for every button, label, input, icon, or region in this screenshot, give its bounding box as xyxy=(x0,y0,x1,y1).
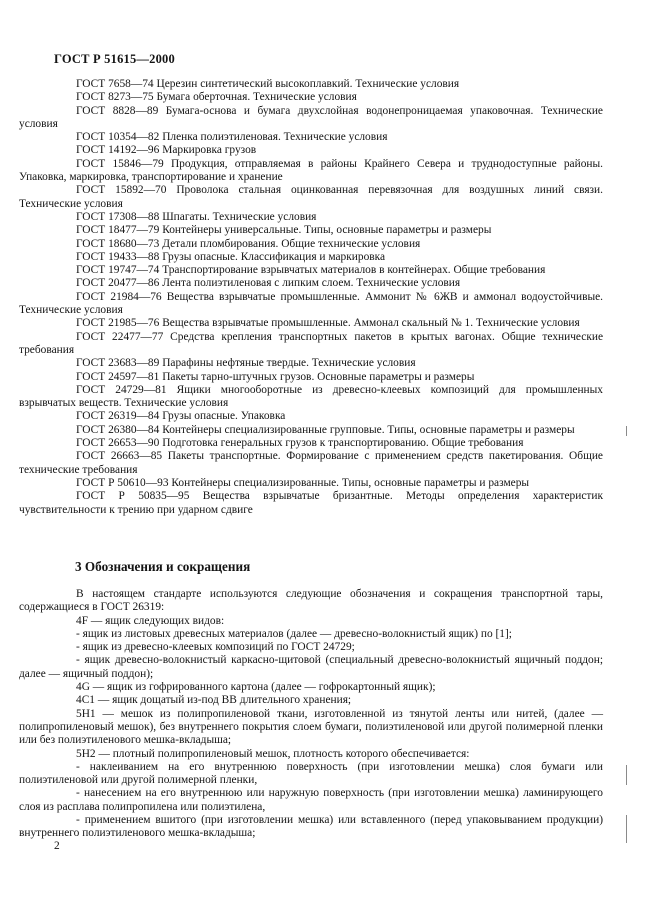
reference-title: Грузы опасные. Упаковка xyxy=(162,410,286,423)
reference-title: Лента полиэтиленовая с липким слоем. Технические условия xyxy=(162,277,461,290)
body-paragraph: В настоящем стандарте используются следующие обозначения и сокращения транспортной тары, содержащиеся в ГОСТ 26319: xyxy=(19,588,603,614)
reference-code: ГОСТ 18477—79 xyxy=(76,224,160,237)
section-title-text: Обозначения и сокращения xyxy=(84,559,251,574)
reference-title: Парафины нефтяные твердые. Технические условия xyxy=(162,357,416,370)
margin-scan-mark xyxy=(626,765,627,785)
reference-code: ГОСТ 10354—82 xyxy=(76,131,160,144)
reference-title: Бумага-основа и бумага двухслойная водонепроницаемая упаковочная. Технические условия xyxy=(19,104,603,130)
reference-item xyxy=(19,238,603,251)
reference-title: Шпагаты. Технические условия xyxy=(162,210,317,223)
reference-item xyxy=(19,291,603,318)
reference-item xyxy=(19,91,603,104)
body-paragraph: 4G — ящик из гофрированного картона (далее — гофрокартонный ящик); xyxy=(76,681,436,694)
reference-code: ГОСТ Р 50610—93 xyxy=(76,476,169,489)
reference-item xyxy=(19,78,603,91)
reference-title: Продукция, отправляемая в районы Крайнего Севера и труднодоступные районы. Упаковка, маркировка, транспортирование и хранение xyxy=(19,157,603,184)
reference-code: ГОСТ 19433—88 xyxy=(76,250,160,263)
reference-code: ГОСТ 15892—70 xyxy=(76,184,167,197)
reference-item xyxy=(19,184,603,211)
body-paragraph: - ящик из листовых древесных материалов (далее — древесно-волокнистый ящик) по [1]; xyxy=(76,627,512,640)
reference-code: ГОСТ 26380—84 xyxy=(76,423,160,436)
body-paragraph: - ящик из древесно-клеевых композиций по ГОСТ 24729; xyxy=(76,641,355,654)
reference-title: Грузы опасные. Классификация и маркировка xyxy=(162,250,386,263)
reference-code: ГОСТ 26653—90 xyxy=(76,437,160,450)
reference-item xyxy=(19,384,603,411)
reference-item xyxy=(19,105,603,132)
reference-item xyxy=(19,224,603,237)
reference-title: Церезин синтетический высокоплавкий. Технические условия xyxy=(156,78,460,90)
reference-item xyxy=(19,158,603,185)
reference-code: ГОСТ 21985—76 xyxy=(76,317,160,330)
reference-code: ГОСТ 20477—86 xyxy=(76,277,160,290)
reference-code: ГОСТ 24729—81 xyxy=(76,383,167,396)
reference-title: Контейнеры специализированные групповые. Типы, основные параметры и размеры xyxy=(162,423,575,436)
reference-title: Вещества взрывчатые бризантные. Методы определения характеристик чувствительности к трению при ударном сдвиге xyxy=(19,490,603,516)
reference-code: ГОСТ 15846—79 xyxy=(76,157,164,170)
reference-item xyxy=(19,410,603,423)
normative-references-list xyxy=(19,78,603,517)
section-body xyxy=(19,588,603,841)
reference-item xyxy=(19,424,603,437)
margin-scan-mark xyxy=(626,815,627,843)
reference-title: Детали пломбирования. Общие технические условия xyxy=(162,237,421,250)
reference-code: ГОСТ 22477—77 xyxy=(76,330,164,343)
reference-item xyxy=(19,317,603,330)
reference-title: Пакеты транспортные. Формирование с применением средств пакетирования. Общие технические требования xyxy=(19,450,603,476)
reference-code: ГОСТ 23683—89 xyxy=(76,357,160,370)
reference-item xyxy=(19,131,603,144)
reference-title: Контейнеры универсальные. Типы, основные параметры и размеры xyxy=(162,224,492,237)
reference-code: ГОСТ 8273—75 xyxy=(76,91,154,104)
reference-code: ГОСТ 17308—88 xyxy=(76,210,160,223)
reference-item xyxy=(19,357,603,370)
reference-item xyxy=(19,264,603,277)
reference-item xyxy=(19,211,603,224)
reference-code: ГОСТ 18680—73 xyxy=(76,237,160,250)
reference-code: ГОСТ 19747—74 xyxy=(76,264,160,277)
reference-item xyxy=(19,450,603,477)
body-paragraph: - ящик древесно-волокнистый каркасно-щитовой (специальный древесно-волокнистый ящичный поддон; далее — ящичный поддон); xyxy=(19,654,603,680)
reference-item xyxy=(19,144,603,157)
reference-item xyxy=(19,477,603,490)
reference-title: Проволока стальная оцинкованная перевязочная для воздушных линий связи. Технические условия xyxy=(19,184,604,210)
reference-code: ГОСТ Р 50835—95 xyxy=(76,490,190,503)
section-heading xyxy=(75,559,250,575)
reference-code: ГОСТ 26319—84 xyxy=(76,410,160,423)
body-paragraph: 5H1 — мешок из полипропиленовой ткани, изготовленной из тянутой ленты или нитей, (далее — полипропиленовый мешок), без внутреннего покрытия слоем бумаги, полиэтиленовой или другой полимерной пленки или без полиэтиленового мешка-вкладыша; xyxy=(19,707,603,747)
reference-title: Пакеты тарно-штучных грузов. Основные параметры и размеры xyxy=(162,370,475,383)
reference-title: Вещества взрывчатые промышленные. Аммонал скальный № 1. Технические условия xyxy=(162,317,580,330)
body-paragraph: - применением вшитого (при изготовлении мешка) или вставленного (перед упаковыванием продукции) внутреннего полиэтиленового мешка-вкладыша; xyxy=(19,814,603,840)
reference-title: Ящики многооборотные из древесно-клеевых композиций для промышленных взрывчатых веществ. Технические условия xyxy=(19,383,603,410)
section-number: 3 xyxy=(75,559,82,574)
reference-title: Маркировка грузов xyxy=(162,144,257,157)
reference-title: Пленка полиэтиленовая. Технические условия xyxy=(162,131,388,144)
body-paragraph: 4C1 — ящик дощатый из-под ВВ длительного хранения; xyxy=(76,694,352,707)
reference-code: ГОСТ 8828—89 xyxy=(76,104,159,117)
reference-item xyxy=(19,251,603,264)
reference-title: Средства крепления транспортных пакетов в крытых вагонах. Общие технические требования xyxy=(19,330,604,356)
body-paragraph: 5H2 — плотный полипропиленовый мешок, плотность которого обеспечивается: xyxy=(76,747,470,760)
reference-title: Контейнеры специализированные. Типы, основные параметры и размеры xyxy=(171,476,530,489)
body-paragraph: - нанесением на его внутреннюю или наружную поверхность (при изготовлении мешка) ламинирующего слоя из расплава полипропилена или полиэтилена, xyxy=(19,787,603,813)
margin-scan-mark xyxy=(626,426,627,436)
reference-code: ГОСТ 14192—96 xyxy=(76,144,160,157)
reference-code: ГОСТ 26663—85 xyxy=(76,450,163,463)
page-number: 2 xyxy=(54,840,60,852)
reference-item xyxy=(19,331,603,358)
reference-title: Вещества взрывчатые промышленные. Аммонит № 6ЖВ и аммонал водоустойчивые. Технические условия xyxy=(19,290,604,317)
reference-code: ГОСТ 24597—81 xyxy=(76,370,160,383)
reference-item xyxy=(19,371,603,384)
reference-title: Бумага оберточная. Технические условия xyxy=(156,91,357,104)
page-header-doc-code: ГОСТ Р 51615—2000 xyxy=(54,52,175,66)
reference-code: ГОСТ 21984—76 xyxy=(76,290,162,303)
reference-title: Подготовка генеральных грузов к транспортированию. Общие требования xyxy=(162,437,524,450)
reference-item xyxy=(19,437,603,450)
reference-item xyxy=(19,277,603,290)
body-paragraph: 4F — ящик следующих видов: xyxy=(76,614,225,627)
body-paragraph: - наклеиванием на его внутреннюю поверхность (при изготовлении мешка) слоя бумаги или полиэтиленовой или другой полимерной пленки, xyxy=(19,760,603,787)
reference-code: ГОСТ 7658—74 xyxy=(76,78,154,90)
reference-item xyxy=(19,490,603,517)
reference-title: Транспортирование взрывчатых материалов в контейнерах. Общие требования xyxy=(162,264,546,277)
